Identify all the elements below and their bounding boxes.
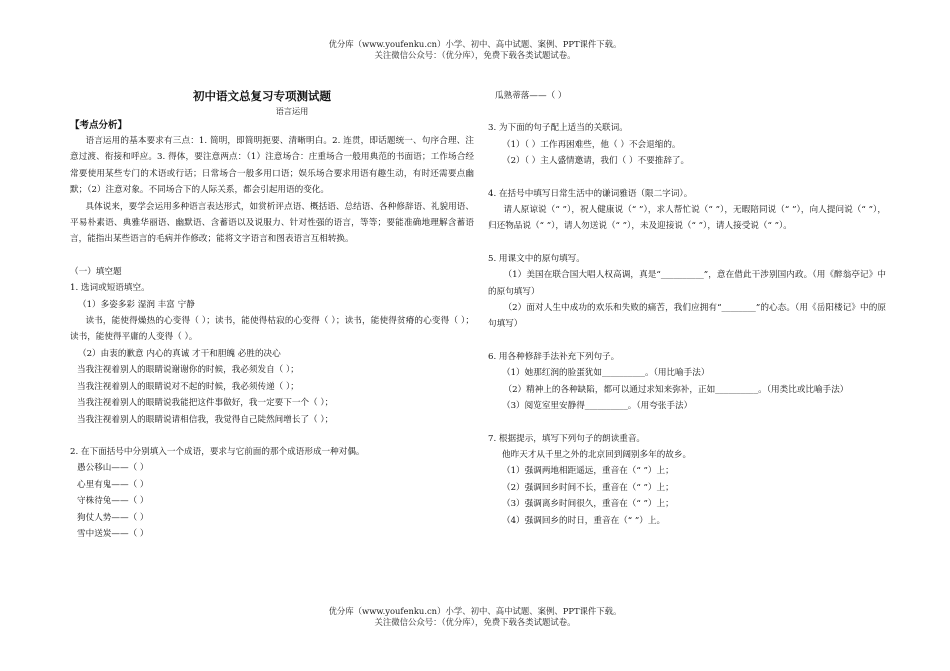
question-7-item: （1）强调两地相距遥远，重音在（“ ”）上； <box>502 466 674 477</box>
question-6: 6. 用各种修辞手法补充下列句子。 <box>488 351 620 362</box>
question-7-item: （4）强调回乡的时日，重音在（“ ”）上。 <box>502 515 666 526</box>
question-7-item: （2）强调回乡时间不长，重音在（“ ”）上； <box>502 482 674 493</box>
question-7-intro: 他昨天才从千里之外的北京回到阔别多年的故乡。 <box>502 449 692 460</box>
question-7: 7. 根据提示，填写下列句子的朗读重音。 <box>488 433 646 444</box>
question-5: 5. 用课文中的原句填写。 <box>488 253 585 264</box>
question-5-1: （1）美国在联合国大唱人权高调，真是“__________”，意在借此干涉别国内政。（用《醉翁亭记》中的原句填写） <box>488 270 886 297</box>
page-title: 初中语文总复习专项测试题 <box>193 89 331 103</box>
question-1-2-line: 当我注视着别人的眼睛说请相信我，我觉得自己陡然间增长了（ ）； <box>77 414 334 425</box>
question-2-item: 心里有鬼——（ ） <box>77 479 149 490</box>
question-1-1-text: 读书，能使得燥热的心变得（ ）；读书，能使得枯寂的心变得（ ）；读书，能使得贫瘠的心变得（ ）；读书，能使得平庸的人变得（ ）。 <box>70 316 474 343</box>
question-5-2: （2）面对人生中成功的欢乐和失败的痛苦，我们应拥有“________”的心态。（用《岳阳楼记》中的原句填写） <box>488 303 886 330</box>
question-1-1-options: （1）多姿多彩 湿润 丰富 宁静 <box>78 299 195 310</box>
analysis-heading: 【考点分析】 <box>70 120 128 131</box>
footer-banner <box>0 606 950 628</box>
part-heading-fill-blank: （一）填空题 <box>70 266 122 277</box>
question-6-3: （3）阅览室里安静得__________。（用夸张手法） <box>502 401 693 412</box>
question-6-1: （1）她那红润的脸蛋犹如__________。（用比喻手法） <box>502 368 710 379</box>
question-3-item: （2）（ ）主人盛情邀请，我们（ ）不要推辞了。 <box>502 156 690 167</box>
question-1: 1. 选词或短语填空。 <box>70 283 150 294</box>
analysis-paragraph-1: 语言运用的基本要求有三点：1. 简明，即简明扼要、清晰明白。2. 连贯，即话题统一、句序合理、注意过渡、衔接和呼应。3. 得体，要注意两点：（1）注意场合：庄重场合一般用典范的书面语；工作场合经常要使用某些专门的术语或行话；日常场合一般多用口语；娱乐场合要求用语有趣生动，有时还需要点幽默；（2）注意对象。不同场合下的人际关系，都会引起用语的变化。 <box>70 136 474 196</box>
question-1-2-options: （2）由衷的歉意 内心的真诚 才干和胆魄 必胜的决心 <box>78 348 281 359</box>
question-3-item: （1）（ ）工作再困难些，他（ ）不会退缩的。 <box>502 139 681 150</box>
page-subtitle: 语言运用 <box>275 106 309 116</box>
banner-line-1: 优分库（www.youfenku.cn）小学、初中、高中试题、案例、PPT课件下载。 <box>328 606 622 616</box>
question-2: 2. 在下面括号中分别填入一个成语，要求与它前面的那个成语形成一种对偶。 <box>70 446 365 457</box>
question-4-text: 请人原谅说（“ ”），祝人健康说（“ ”），求人帮忙说（“ ”），无暇陪同说（“ ”），向人提问说（“ ”），归还物品说（“ ”），请人勿送说（“ ”），未及迎接说（“ ”），请人接受说（“ ”）。 <box>488 205 886 232</box>
question-2-item: 愚公移山——（ ） <box>77 463 149 474</box>
question-1-2-line: 当我注视着别人的眼睛说对不起的时候，我必须传递（ ）； <box>77 381 299 392</box>
question-6-2: （2）精神上的各种缺陷，都可以通过求知来弥补，正如__________。（用类比或比喻手法） <box>503 384 849 395</box>
question-2-item: 狗仗人势——（ ） <box>77 512 149 523</box>
banner-line-2: 关注微信公众号：（优分库），免费下载各类试题试卷。 <box>374 50 576 60</box>
question-1-2-line: 当我注视着别人的眼睛说我能把这件事做好，我一定要下一个（ ）； <box>77 398 334 409</box>
question-4: 4. 在括号中填写日常生活中的谦词雅语（限二字词）。 <box>488 188 693 199</box>
header-banner <box>0 39 950 61</box>
question-3: 3. 为下面的句子配上适当的关联词。 <box>488 123 628 134</box>
question-7-item: （3）强调离乡时间很久，重音在（“ ”）上； <box>502 499 674 510</box>
banner-line-1: 优分库（www.youfenku.cn）小学、初中、高中试题、案例、PPT课件下载。 <box>328 39 622 49</box>
banner-line-2: 关注微信公众号：（优分库），免费下载各类试题试卷。 <box>374 617 576 627</box>
left-column <box>70 88 474 542</box>
question-2-last-item: 瓜熟蒂落——（ ） <box>495 91 567 101</box>
question-1-2-line: 当我注视着别人的眼睛说谢谢你的时候，我必须发自（ ）； <box>77 365 299 376</box>
question-2-item: 雪中送炭——（ ） <box>77 528 149 539</box>
question-2-item: 守株待兔——（ ） <box>77 496 149 507</box>
right-column <box>488 88 886 529</box>
analysis-paragraph-2: 具体说来，要学会运用多种语言表达形式，如赏析评点语、概括语、总结语、各种修辞语、礼貌用语、平易朴素语、典雅华丽语、幽默语、含蓄语以及说服力、针对性强的语言，等等；要能准确地理解含蓄语言，能指出某些语言的毛病并作修改；能将文字语言和图表语言互相转换。 <box>70 201 474 245</box>
